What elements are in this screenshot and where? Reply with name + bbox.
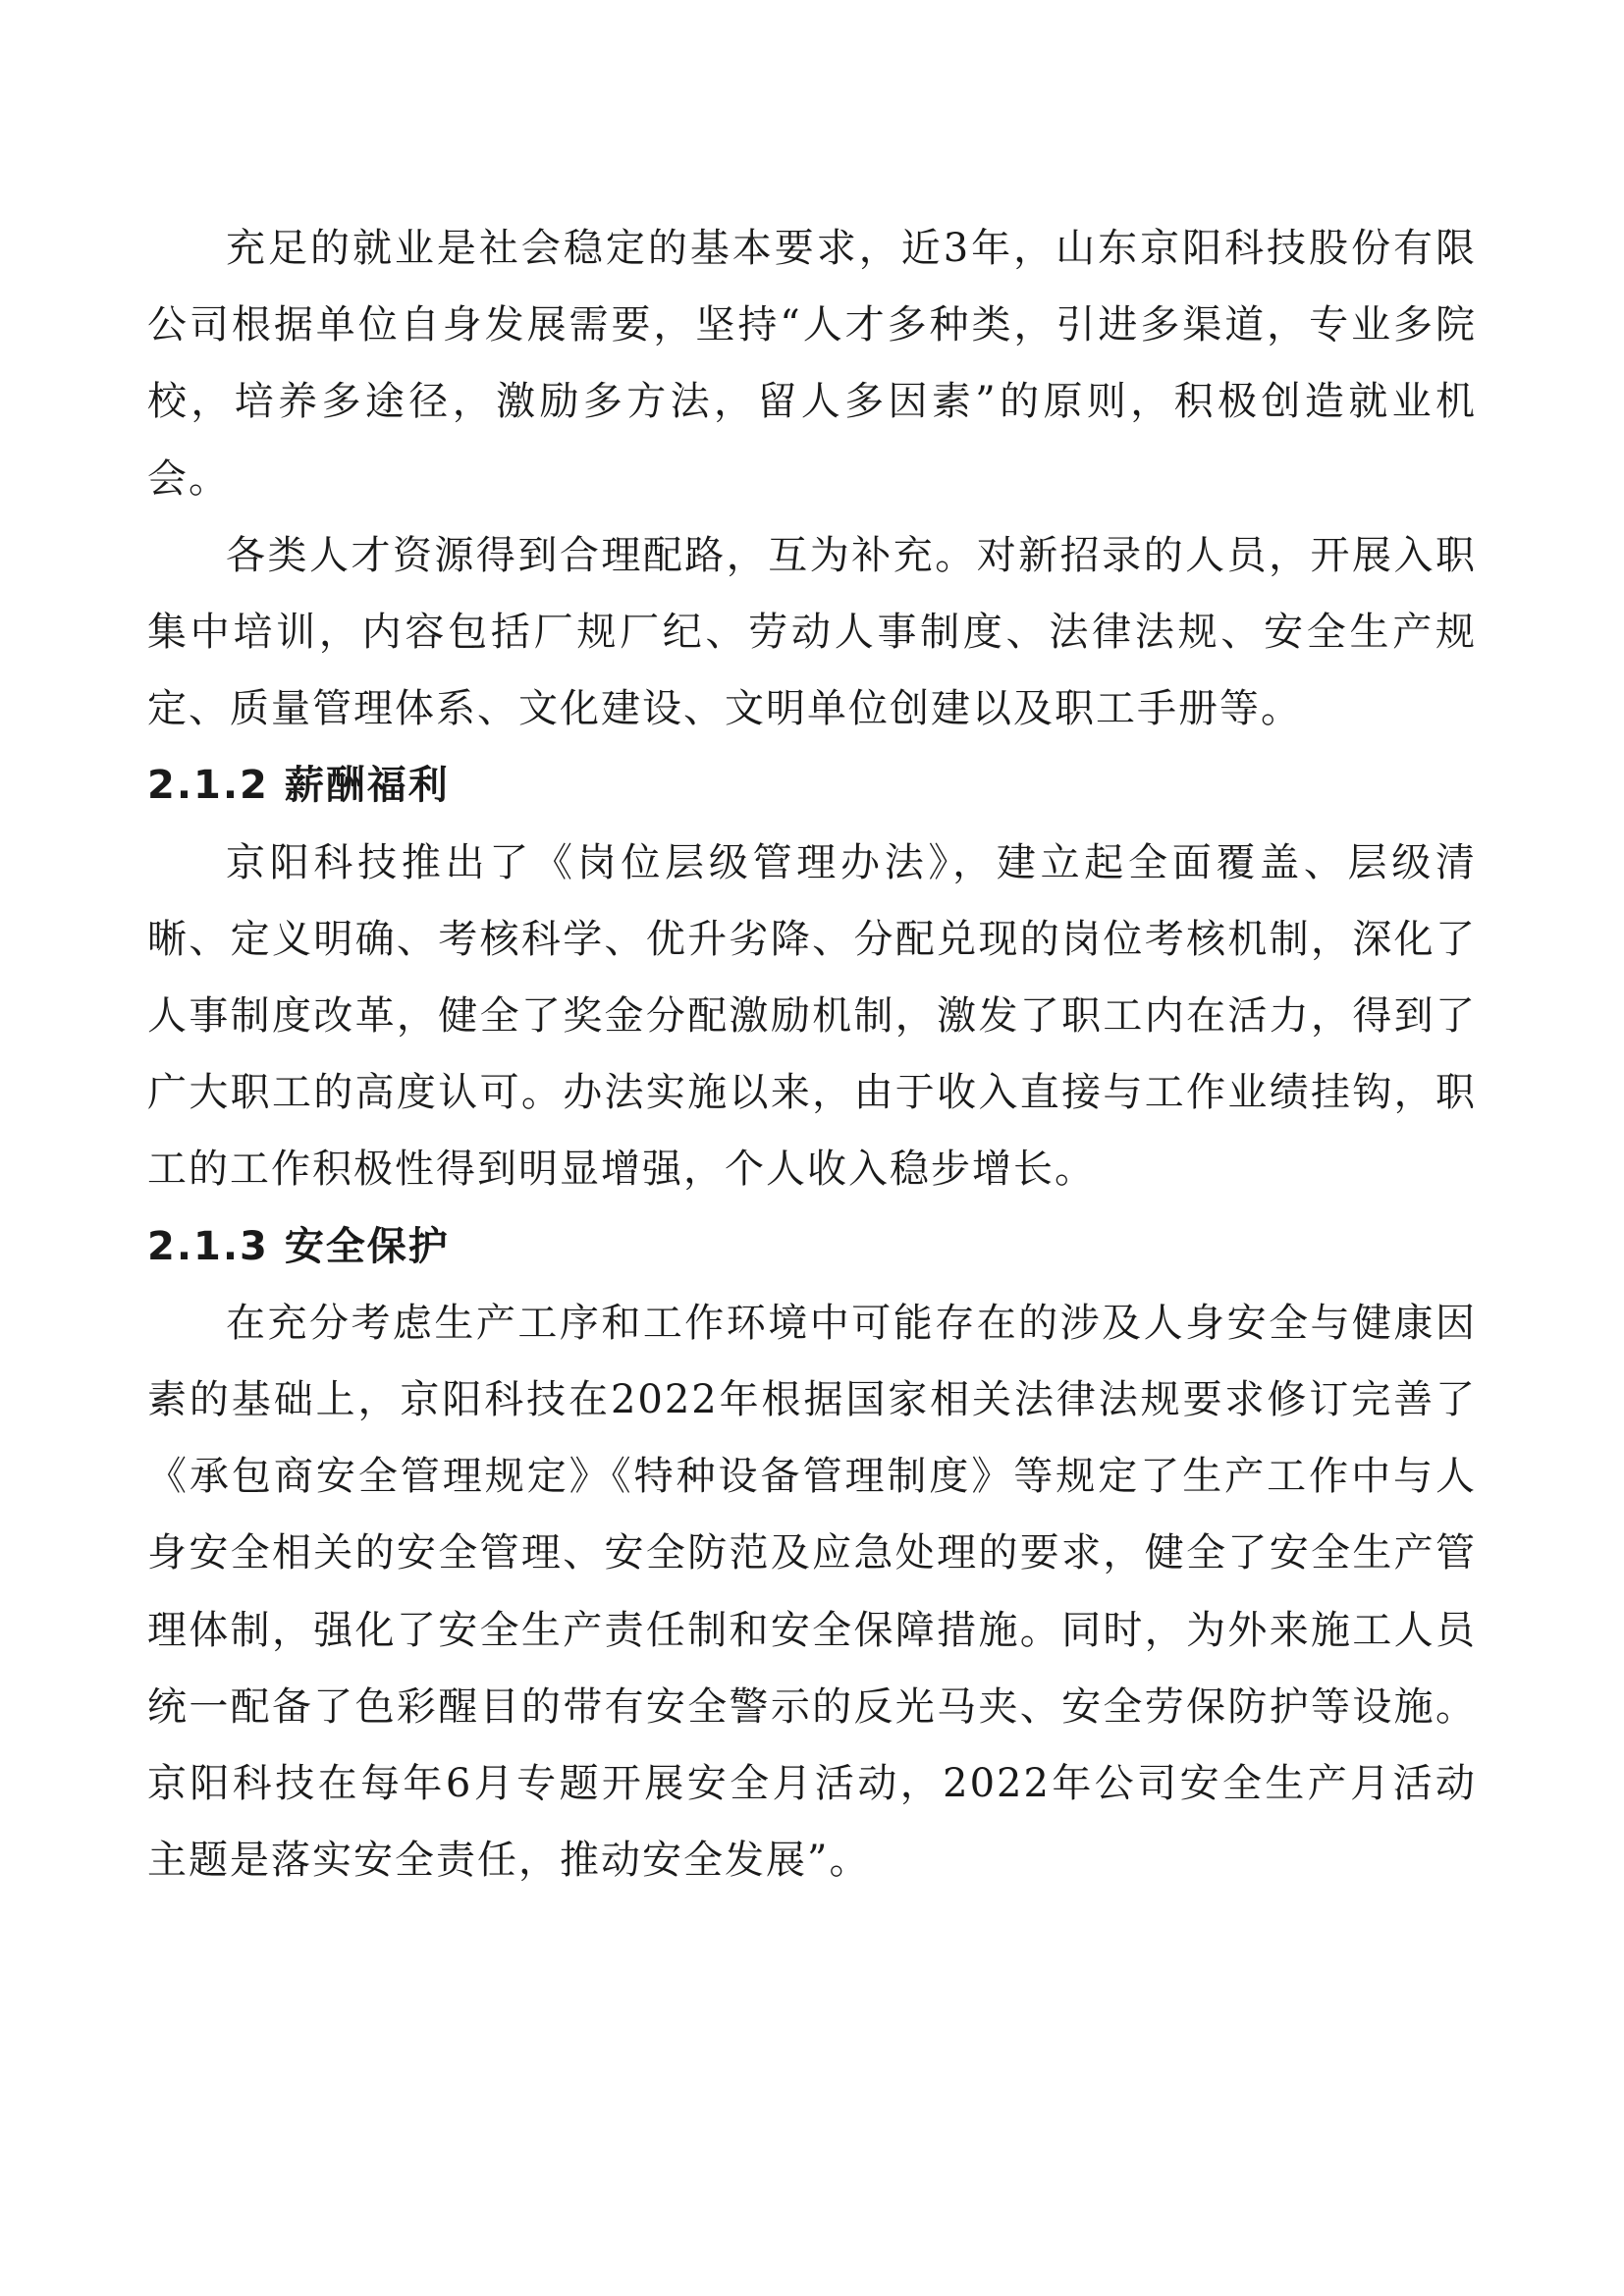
section-heading-compensation: 2.1.2 薪酬福利: [147, 763, 450, 809]
section-heading-safety: 2.1.3 安全保护: [147, 1223, 450, 1269]
document-body: [147, 210, 1477, 1898]
paragraph-compensation: 京阳科技推出了《岗位层级管理办法》，建立起全面覆盖、层级清晰、定义明确、考核科学、优升劣降、分配兑现的岗位考核机制，深化了人事制度改革，健全了奖金分配激励机制，激发了职工内在活力，得到了广大职工的高度认可。办法实施以来，由于收入直接与工作业绩挂钩，职工的工作积极性得到明显增强，个人收入稳步增长。: [147, 839, 1477, 1193]
paragraph-employment: 充足的就业是社会稳定的基本要求，近3年，山东京阳科技股份有限公司根据单位自身发展需要，坚持“人才多种类，引进多渠道，专业多院校，培养多途径，激励多方法，留人多因素”的原则，积极创造就业机会。: [147, 226, 1477, 502]
paragraph-safety: 在充分考虑生产工序和工作环境中可能存在的涉及人身安全与健康因素的基础上，京阳科技在2022年根据国家相关法律法规要求修订完善了《承包商安全管理规定》《特种设备管理制度》等规定了生产工作中与人身安全相关的安全管理、安全防范及应急处理的要求，健全了安全生产管理体制，强化了安全生产责任制和安全保障措施。同时，为外来施工人员统一配备了色彩醒目的带有安全警示的反光马夹、安全劳保防护等设施。京阳科技在每年6月专题开展安全月活动，2022年公司安全生产月活动主题是落实安全责任，推动安全发展”。: [147, 1300, 1477, 1884]
paragraph-training: 各类人才资源得到合理配路，互为补充。对新招录的人员，开展入职集中培训，内容包括厂规厂纪、劳动人事制度、法律法规、安全生产规定、质量管理体系、文化建设、文明单位创建以及职工手册等。: [147, 532, 1477, 732]
